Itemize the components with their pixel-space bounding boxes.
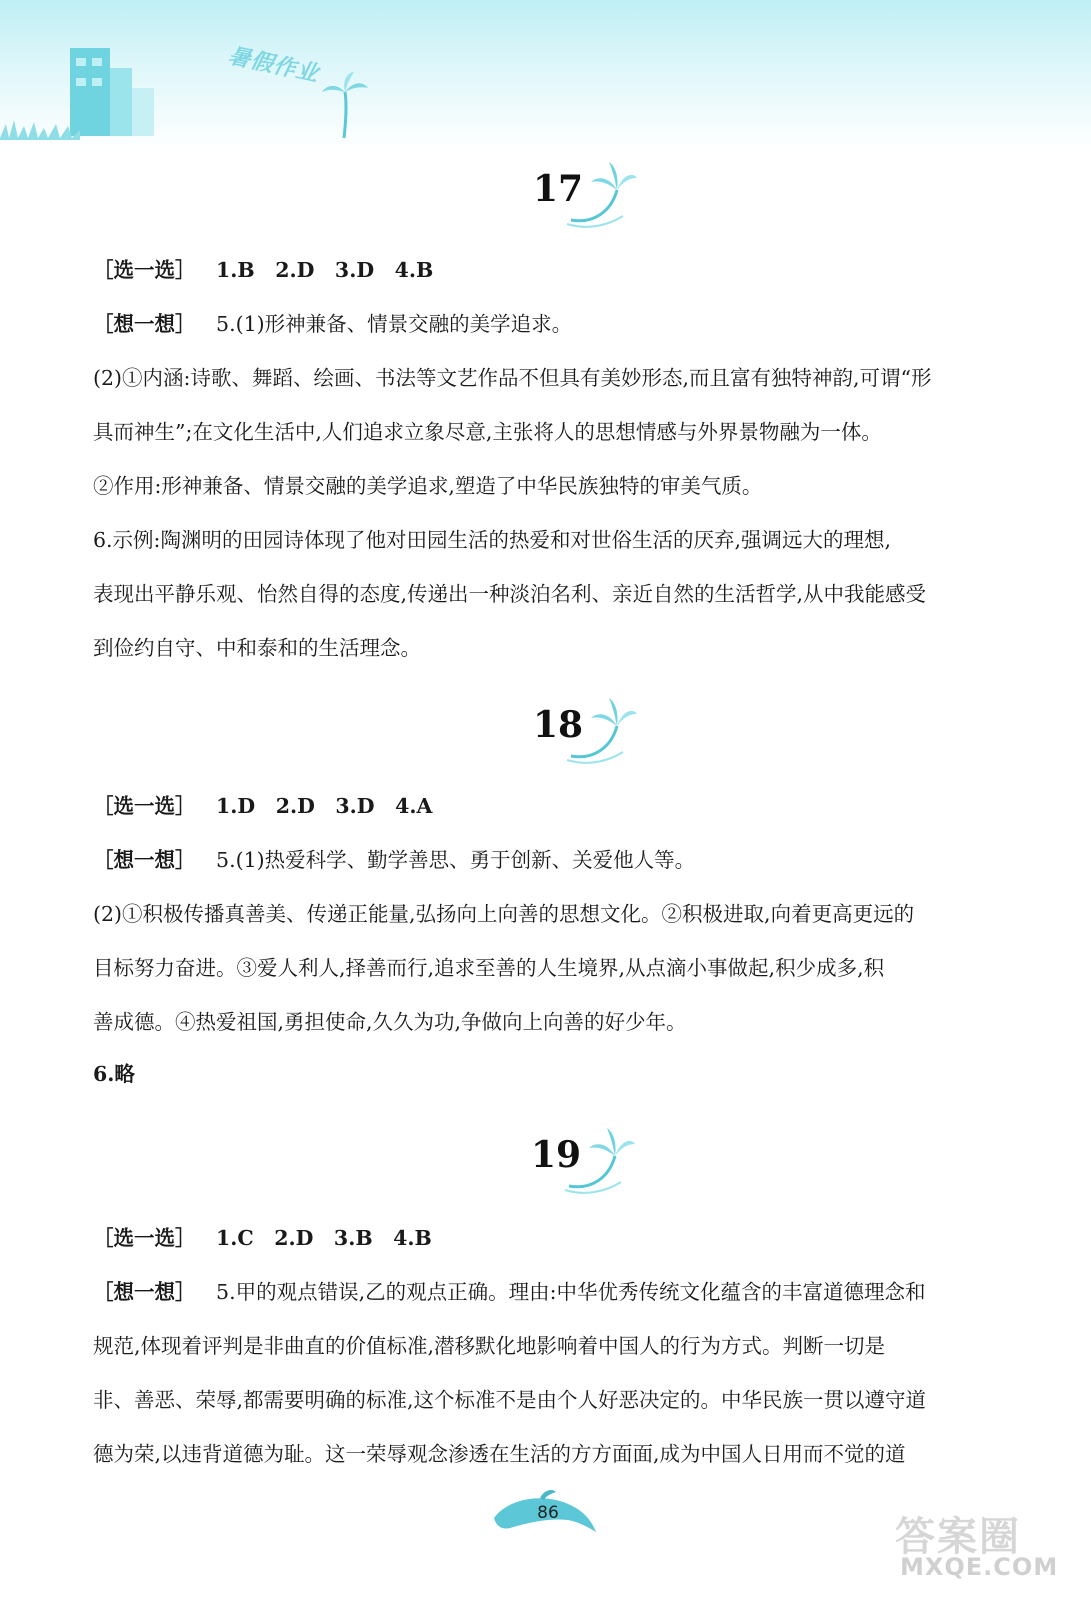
select-answers: 1.B 2.D 3.D 4.B	[216, 258, 434, 282]
lesson-heading-17	[533, 160, 653, 230]
select-label: ［选一选］	[93, 794, 196, 818]
think-row-17	[93, 310, 572, 338]
answer-line: (2)①内涵:诗歌、舞蹈、绘画、书法等文艺作品不但具有美妙形态,而且富有独特神韵,可谓“形	[93, 366, 932, 390]
answer-line: 德为荣,以违背道德为耻。这一荣辱观念渗透在生活的方方面面,成为中国人日用而不觉的道	[93, 1442, 906, 1466]
answer-line: 具而神生”;在文化生活中,人们追求立象尽意,主张将人的思想情感与外界景物融为一体。	[93, 420, 882, 444]
think-row-18	[93, 846, 695, 874]
answer-line: 规范,体现着评判是非曲直的价值标准,潜移默化地影响着中国人的行为方式。判断一切是	[93, 1334, 886, 1358]
answer-line: 目标努力奋进。③爱人利人,择善而行,追求至善的人生境界,从点滴小事做起,积少成多,积	[93, 956, 885, 980]
answer-line: 6.示例:陶渊明的田园诗体现了他对田园生活的热爱和对世俗生活的厌弃,强调远大的理想,	[93, 528, 891, 552]
watermark-url: MXQE.COM	[900, 1553, 1059, 1581]
answer-line: (2)①积极传播真善美、传递正能量,弘扬向上向善的思想文化。②积极进取,向着更高更远的	[93, 902, 915, 926]
page-number: 86	[537, 1503, 559, 1523]
answer-line: 6.略	[93, 1062, 135, 1086]
answer-line: 5.甲的观点错误,乙的观点正确。理由:中华优秀传统文化蕴含的丰富道德理念和	[216, 1280, 926, 1304]
select-row-18	[93, 792, 432, 820]
palm-tree-icon	[561, 1126, 636, 1196]
think-label: ［想一想］	[93, 1280, 196, 1304]
select-label: ［选一选］	[93, 258, 196, 282]
lesson-number: 18	[533, 704, 584, 746]
lesson-heading-18	[533, 696, 653, 766]
answer-line: ②作用:形神兼备、情景交融的美学追求,塑造了中华民族独特的审美气质。	[93, 474, 763, 498]
select-answers: 1.C 2.D 3.B 4.B	[216, 1226, 432, 1250]
answer-line: 表现出平静乐观、怡然自得的态度,传递出一种淡泊名利、亲近自然的生活哲学,从中我能感受	[93, 582, 927, 606]
palm-tree-icon	[563, 160, 638, 230]
watermark-logo: 答案圈	[895, 1514, 1021, 1560]
palm-tree-icon	[563, 696, 638, 766]
think-row-19	[93, 1278, 926, 1306]
think-label: ［想一想］	[93, 848, 196, 872]
lesson-number: 17	[533, 168, 584, 210]
answer-line: 非、善恶、荣辱,都需要明确的标准,这个标准不是由个人好恶决定的。中华民族一贯以遵守道	[93, 1388, 927, 1412]
select-row-19	[93, 1224, 432, 1252]
select-label: ［选一选］	[93, 1226, 196, 1250]
select-row-17	[93, 256, 433, 284]
lesson-number: 19	[531, 1134, 582, 1176]
answer-line: 5.(1)形神兼备、情景交融的美学追求。	[216, 312, 573, 336]
think-label: ［想一想］	[93, 312, 196, 336]
select-answers: 1.D 2.D 3.D 4.A	[216, 794, 433, 818]
banner-title: 暑假作业	[225, 43, 322, 88]
answer-line: 善成德。④热爱祖国,勇担使命,久久为功,争做向上向善的好少年。	[93, 1010, 687, 1034]
lesson-heading-19	[531, 1126, 651, 1196]
answer-line: 5.(1)热爱科学、勤学善思、勇于创新、关爱他人等。	[216, 848, 696, 872]
answer-line: 到俭约自守、中和泰和的生活理念。	[93, 636, 421, 660]
grass-illustration	[0, 110, 80, 140]
header-banner	[0, 0, 1091, 150]
palm-tree-icon	[320, 70, 370, 140]
